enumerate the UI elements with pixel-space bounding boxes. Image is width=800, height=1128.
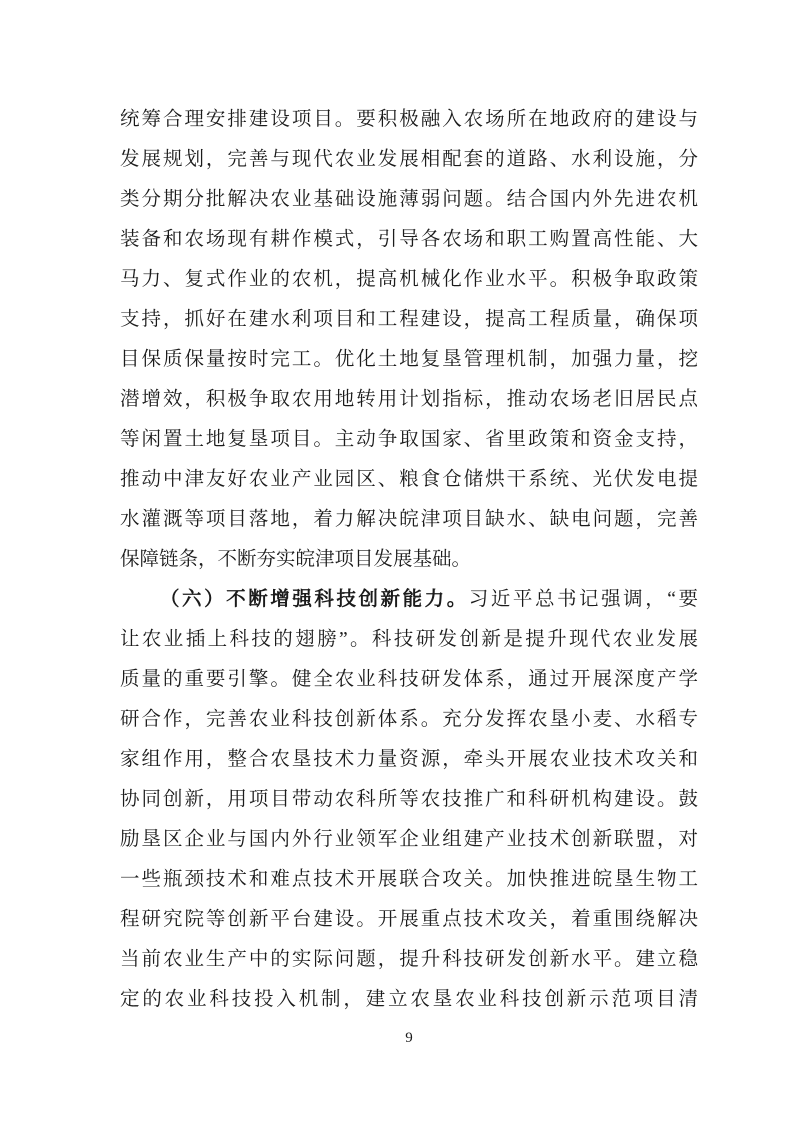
text-segment: 让农业插上科技的翅膀”。科技研发创新是提升现代农业发展	[120, 629, 698, 650]
text-line	[120, 820, 698, 860]
text-line	[120, 460, 698, 500]
text-line	[120, 300, 698, 340]
page-number: 9	[405, 1030, 413, 1046]
text-line	[120, 660, 698, 700]
text-line	[120, 260, 698, 300]
text-segment: 当前农业生产中的实际问题，提升科技研发创新水平。建立稳	[120, 949, 698, 970]
text-segment: 习近平总书记强调，“要	[468, 589, 698, 610]
text-segment: 一些瓶颈技术和难点技术开展联合攻关。加快推进皖垦生物工	[120, 869, 698, 890]
text-segment: 目保质保量按时完工。优化土地复垦管理机制，加强力量，挖	[120, 349, 698, 370]
text-segment: 推动中津友好农业产业园区、粮食仓储烘干系统、光伏发电提	[120, 469, 698, 490]
text-line	[120, 140, 698, 180]
text-segment: 马力、复式作业的农机，提高机械化作业水平。积极争取政策	[120, 269, 698, 290]
text-segment: 发展规划，完善与现代农业发展相配套的道路、水利设施，分	[120, 149, 698, 170]
text-line	[120, 940, 698, 980]
text-line	[120, 780, 698, 820]
text-segment: 类分期分批解决农业基础设施薄弱问题。结合国内外先进农机	[120, 189, 698, 210]
text-segment: 家组作用，整合农垦技术力量资源，牵头开展农业技术攻关和	[120, 749, 698, 770]
text-segment: 潜增效，积极争取农用地转用计划指标，推动农场老旧居民点	[120, 389, 698, 410]
text-line	[120, 580, 698, 620]
section-heading: （六）不断增强科技创新能力。	[160, 589, 469, 610]
text-line	[120, 540, 698, 580]
text-line	[120, 500, 698, 540]
text-segment: 保障链条，不断夯实皖津项目发展基础。	[120, 549, 472, 570]
text-line	[120, 180, 698, 220]
text-line	[120, 740, 698, 780]
text-segment: 质量的重要引擎。健全农业科技研发体系，通过开展深度产学	[120, 669, 698, 690]
text-segment: 程研究院等创新平台建设。开展重点技术攻关，着重围绕解决	[120, 909, 698, 930]
text-segment: 定的农业科技投入机制，建立农垦农业科技创新示范项目清	[120, 989, 698, 1010]
text-segment: 协同创新，用项目带动农科所等农技推广和科研机构建设。鼓	[120, 789, 698, 810]
text-line	[120, 860, 698, 900]
text-segment: 水灌溉等项目落地，着力解决皖津项目缺水、缺电问题，完善	[120, 509, 698, 530]
text-segment: 研合作，完善农业科技创新体系。充分发挥农垦小麦、水稻专	[120, 709, 698, 730]
text-segment: 统筹合理安排建设项目。要积极融入农场所在地政府的建设与	[120, 109, 698, 130]
text-line	[120, 980, 698, 1020]
document-body	[120, 100, 698, 1020]
text-segment: 励垦区企业与国内外行业领军企业组建产业技术创新联盟，对	[120, 829, 698, 850]
text-segment: 支持，抓好在建水利项目和工程建设，提高工程质量，确保项	[120, 309, 698, 330]
text-line	[120, 620, 698, 660]
text-line	[120, 700, 698, 740]
text-line	[120, 220, 698, 260]
text-segment: 等闲置土地复垦项目。主动争取国家、省里政策和资金支持，	[120, 429, 698, 450]
text-line	[120, 420, 698, 460]
text-line	[120, 100, 698, 140]
text-line	[120, 340, 698, 380]
text-segment: 装备和农场现有耕作模式，引导各农场和职工购置高性能、大	[120, 229, 698, 250]
text-line	[120, 380, 698, 420]
text-line	[120, 900, 698, 940]
